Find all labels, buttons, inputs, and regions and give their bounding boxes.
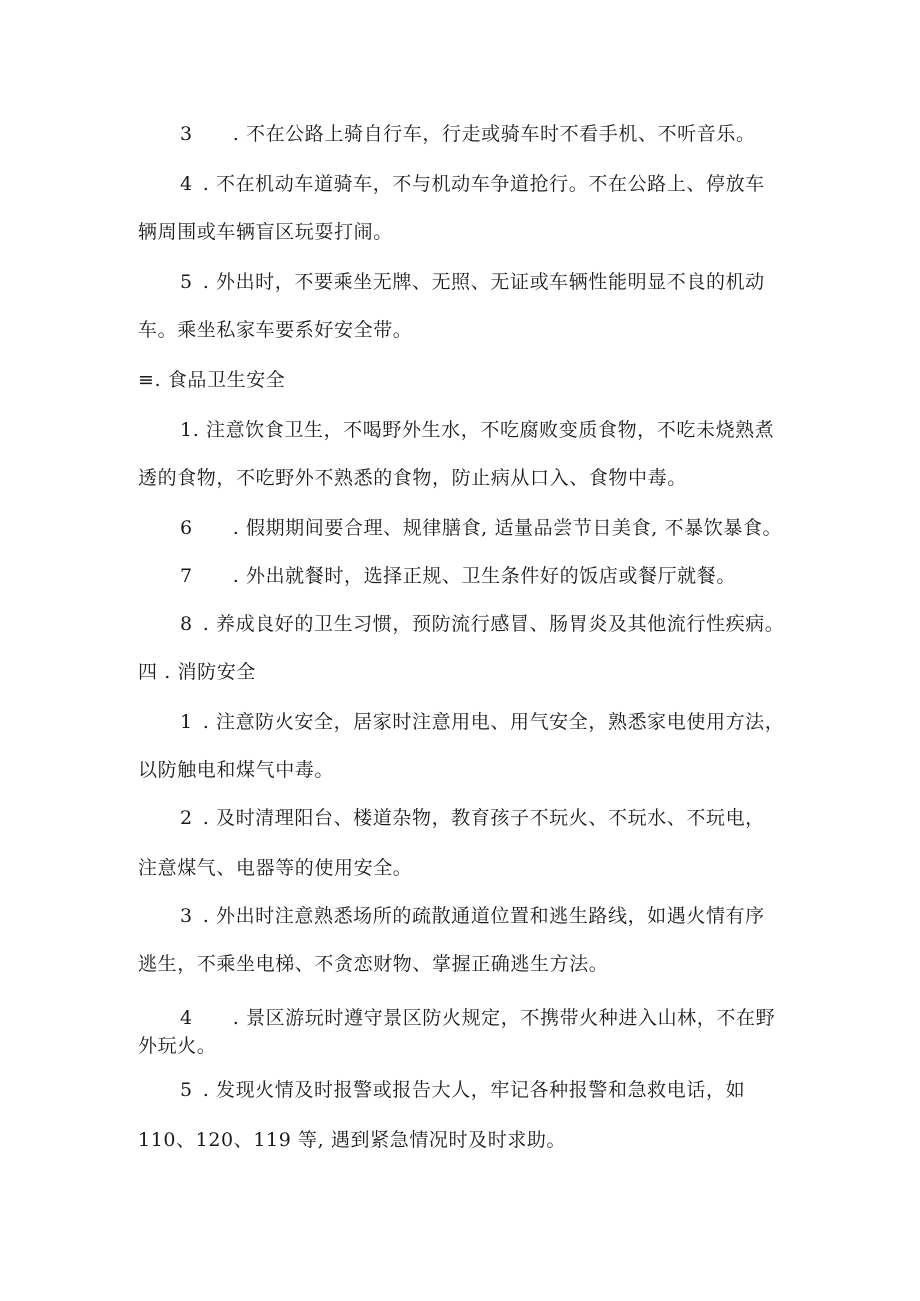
- item-text: . 养成良好的卫生习惯，预防流行感冒、肠胃炎及其他流行性疾病。: [202, 613, 785, 635]
- fire-item-5-line2: 110、120、119 等, 遇到紧急情况时及时求助。: [138, 1129, 567, 1151]
- food-item-6: [180, 516, 782, 540]
- fire-section-heading: 四 . 消防安全: [138, 661, 256, 683]
- item-text: . 及时清理阳台、楼道杂物，教育孩子不玩火、不玩水、不玩电，: [202, 807, 765, 829]
- item-number: 8: [180, 613, 193, 635]
- fire-item-2-line1: [180, 806, 765, 830]
- food-item-1-line1: 1. 注意饮食卫生，不喝野外生水，不吃腐败变质食物，不吃未烧熟煮: [180, 419, 775, 441]
- item-number: 3: [180, 123, 193, 145]
- food-item-8: [180, 612, 784, 636]
- fire-item-1-line2: 以防触电和煤气中毒。: [138, 759, 335, 781]
- food-section-heading: ≡. 食品卫生安全: [138, 369, 286, 391]
- item-number: 1: [180, 711, 193, 733]
- item-text: . 景区游玩时遵守景区防火规定，不携带火种进入山林，不在野: [232, 1007, 776, 1029]
- item-number: 6: [180, 517, 193, 539]
- item-text: . 不在公路上骑自行车，行走或骑车时不看手机、不听音乐。: [232, 123, 756, 145]
- fire-item-5-line1: [180, 1078, 745, 1102]
- traffic-item-5-line2: 车。乘坐私家车要系好安全带。: [138, 319, 413, 341]
- food-item-1-line2: 透的食物，不吃野外不熟悉的食物，防止病从口入、食物中毒。: [138, 467, 687, 489]
- fire-item-3-line1: [180, 904, 765, 928]
- item-text: . 发现火情及时报警或报告大人，牢记各种报警和急救电话，如: [202, 1079, 746, 1101]
- fire-item-4-line2: 外玩火。: [138, 1035, 217, 1057]
- item-text: . 注意防火安全，居家时注意用电、用气安全，熟悉家电使用方法，: [202, 711, 785, 733]
- item-number: 7: [180, 565, 193, 587]
- item-text: . 不在机动车道骑车，不与机动车争道抢行。不在公路上、停放车: [202, 173, 765, 195]
- item-text: . 外出时注意熟悉场所的疏散通道位置和逃生路线，如遇火情有序: [202, 905, 765, 927]
- traffic-item-4-line1: [180, 172, 765, 196]
- item-text: . 外出就餐时，选择正规、卫生条件好的饭店或餐厅就餐。: [232, 565, 736, 587]
- item-number: 4: [180, 1007, 193, 1029]
- fire-item-1-line1: [180, 710, 784, 734]
- item-number: 4: [180, 173, 193, 195]
- item-number: 3: [180, 905, 193, 927]
- traffic-item-5-line1: [180, 270, 765, 294]
- food-item-7: [180, 564, 736, 588]
- item-text: . 外出时，不要乘坐无牌、无照、无证或车辆性能明显不良的机动: [202, 271, 765, 293]
- fire-item-3-line2: 逃生，不乘坐电梯、不贪恋财物、掌握正确逃生方法。: [138, 953, 609, 975]
- traffic-item-4-line2: 辆周围或车辆盲区玩耍打闹。: [138, 221, 393, 243]
- traffic-item-3: [180, 122, 756, 146]
- item-number: 2: [180, 807, 193, 829]
- fire-item-2-line2: 注意煤气、电器等的使用安全。: [138, 857, 413, 879]
- fire-item-4-line1: [180, 1006, 775, 1030]
- item-number: 5: [180, 1079, 193, 1101]
- item-number: 5: [180, 271, 193, 293]
- item-text: . 假期期间要合理、规律膳食, 适量品尝节日美食, 不暴饮暴食。: [232, 517, 783, 539]
